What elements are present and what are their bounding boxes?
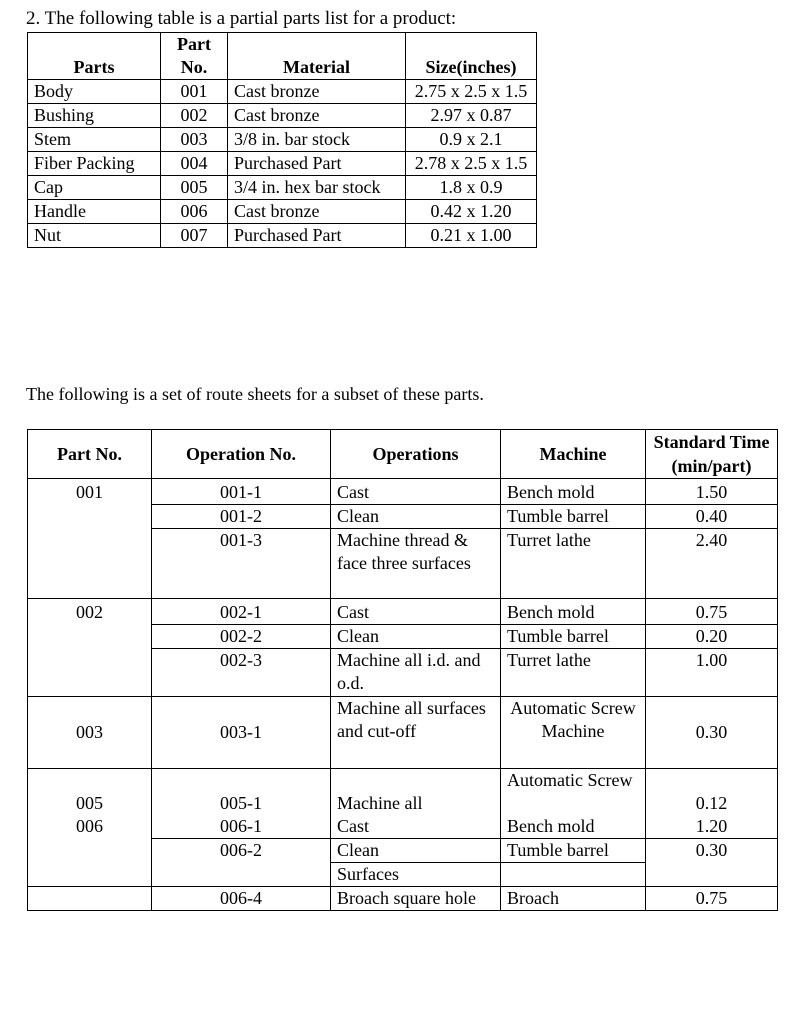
table-row xyxy=(28,152,537,176)
cell-part-no xyxy=(28,648,152,697)
cell-part-no xyxy=(28,887,152,911)
cell-material: Purchased Part xyxy=(228,152,406,176)
table-row xyxy=(28,104,537,128)
table-row xyxy=(28,80,537,104)
cell-operation: Cast xyxy=(331,815,501,839)
cell-machine: Automatic Screw xyxy=(501,769,646,816)
cell-time: 0.20 xyxy=(646,624,778,648)
header-material: Material xyxy=(228,33,406,80)
cell-op-no: 006-4 xyxy=(152,887,331,911)
cell-time: 0.30 xyxy=(646,839,778,863)
table-row xyxy=(28,697,778,769)
cell-part-no: 002 xyxy=(161,104,228,128)
table-row xyxy=(28,224,537,248)
cell-part-no: 001 xyxy=(28,479,152,505)
route-sheets-table xyxy=(27,429,778,911)
cell-op-no: 005-1 xyxy=(152,769,331,816)
cell-part-no xyxy=(28,839,152,863)
cell-part: Cap xyxy=(28,176,161,200)
cell-machine: Tumble barrel xyxy=(501,624,646,648)
cell-op-no xyxy=(152,863,331,887)
cell-size: 2.78 x 2.5 x 1.5 xyxy=(406,152,537,176)
cell-part-no: 007 xyxy=(161,224,228,248)
cell-operation: Machine all i.d. and o.d. xyxy=(331,648,501,697)
cell-time: 2.40 xyxy=(646,529,778,599)
cell-size: 0.21 x 1.00 xyxy=(406,224,537,248)
cell-part-no: 003 xyxy=(28,697,152,769)
cell-part-no: 005 xyxy=(28,769,152,816)
cell-part-no: 004 xyxy=(161,152,228,176)
cell-operation: Surfaces xyxy=(331,863,501,887)
header-parts: Parts xyxy=(28,33,161,80)
table-row xyxy=(28,624,778,648)
cell-machine xyxy=(501,863,646,887)
header-standard-time: Standard Time (min/part) xyxy=(646,430,778,479)
table-row xyxy=(28,863,778,887)
cell-machine: Turret lathe xyxy=(501,648,646,697)
header-part-no: Part No. xyxy=(161,33,228,80)
cell-operation: Cast xyxy=(331,479,501,505)
table-header-row xyxy=(28,33,537,80)
cell-machine: Bench mold xyxy=(501,598,646,624)
table-row xyxy=(28,769,778,816)
cell-operation: Cast xyxy=(331,598,501,624)
cell-operation: Clean xyxy=(331,839,501,863)
cell-time: 0.75 xyxy=(646,887,778,911)
table-row xyxy=(28,479,778,505)
cell-time: 0.40 xyxy=(646,505,778,529)
cell-time: 1.00 xyxy=(646,648,778,697)
table-row xyxy=(28,128,537,152)
cell-op-no: 002-1 xyxy=(152,598,331,624)
cell-part: Fiber Packing xyxy=(28,152,161,176)
cell-op-no: 002-2 xyxy=(152,624,331,648)
cell-operation: Clean xyxy=(331,505,501,529)
cell-part-no: 001 xyxy=(161,80,228,104)
cell-part: Handle xyxy=(28,200,161,224)
cell-operation: Machine all xyxy=(331,769,501,816)
cell-machine: Broach xyxy=(501,887,646,911)
cell-part: Stem xyxy=(28,128,161,152)
route-sheets-intro: The following is a set of route sheets for a subset of these parts. xyxy=(26,384,484,404)
cell-material: 3/8 in. bar stock xyxy=(228,128,406,152)
header-operation-no: Operation No. xyxy=(152,430,331,479)
cell-part-no xyxy=(28,529,152,599)
cell-time: 1.50 xyxy=(646,479,778,505)
cell-op-no: 001-3 xyxy=(152,529,331,599)
cell-size: 0.9 x 2.1 xyxy=(406,128,537,152)
cell-op-no: 001-2 xyxy=(152,505,331,529)
cell-part: Bushing xyxy=(28,104,161,128)
cell-part-no xyxy=(28,505,152,529)
question-heading: 2. The following table is a partial parts list for a product: xyxy=(26,8,457,29)
cell-size: 1.8 x 0.9 xyxy=(406,176,537,200)
cell-operation: Clean xyxy=(331,624,501,648)
cell-machine: Bench mold xyxy=(501,479,646,505)
cell-part-no xyxy=(28,863,152,887)
cell-material: Purchased Part xyxy=(228,224,406,248)
cell-material: Cast bronze xyxy=(228,80,406,104)
cell-time: 0.12 xyxy=(646,769,778,816)
cell-material: 3/4 in. hex bar stock xyxy=(228,176,406,200)
cell-size: 0.42 x 1.20 xyxy=(406,200,537,224)
table-row xyxy=(28,648,778,697)
cell-part-no: 005 xyxy=(161,176,228,200)
cell-op-no: 003-1 xyxy=(152,697,331,769)
cell-part-no: 003 xyxy=(161,128,228,152)
cell-time: 1.20 xyxy=(646,815,778,839)
cell-part-no xyxy=(28,624,152,648)
header-operations: Operations xyxy=(331,430,501,479)
cell-time: 0.30 xyxy=(646,697,778,769)
cell-time xyxy=(646,863,778,887)
table-row xyxy=(28,200,537,224)
table-row xyxy=(28,598,778,624)
cell-time: 0.75 xyxy=(646,598,778,624)
cell-material: Cast bronze xyxy=(228,104,406,128)
cell-size: 2.97 x 0.87 xyxy=(406,104,537,128)
cell-operation: Machine all surfaces and cut-off xyxy=(331,697,501,769)
table-row xyxy=(28,815,778,839)
cell-operation: Broach square hole xyxy=(331,887,501,911)
table-row xyxy=(28,529,778,599)
header-size: Size(inches) xyxy=(406,33,537,80)
cell-part-no: 006 xyxy=(28,815,152,839)
table-row xyxy=(28,176,537,200)
table-row xyxy=(28,887,778,911)
cell-part-no: 002 xyxy=(28,598,152,624)
table-header-row xyxy=(28,430,778,479)
cell-op-no: 006-1 xyxy=(152,815,331,839)
cell-machine: Bench mold xyxy=(501,815,646,839)
parts-list-table xyxy=(27,32,537,248)
cell-operation: Machine thread & face three surfaces xyxy=(331,529,501,599)
table-row xyxy=(28,505,778,529)
cell-machine: Tumble barrel xyxy=(501,505,646,529)
cell-machine: Turret lathe xyxy=(501,529,646,599)
cell-size: 2.75 x 2.5 x 1.5 xyxy=(406,80,537,104)
cell-op-no: 002-3 xyxy=(152,648,331,697)
header-machine: Machine xyxy=(501,430,646,479)
cell-part: Body xyxy=(28,80,161,104)
cell-op-no: 001-1 xyxy=(152,479,331,505)
table-row xyxy=(28,839,778,863)
cell-part-no: 006 xyxy=(161,200,228,224)
cell-op-no: 006-2 xyxy=(152,839,331,863)
cell-material: Cast bronze xyxy=(228,200,406,224)
cell-part: Nut xyxy=(28,224,161,248)
cell-machine: Tumble barrel xyxy=(501,839,646,863)
header-part-no: Part No. xyxy=(28,430,152,479)
cell-machine: Automatic Screw Machine xyxy=(501,697,646,769)
